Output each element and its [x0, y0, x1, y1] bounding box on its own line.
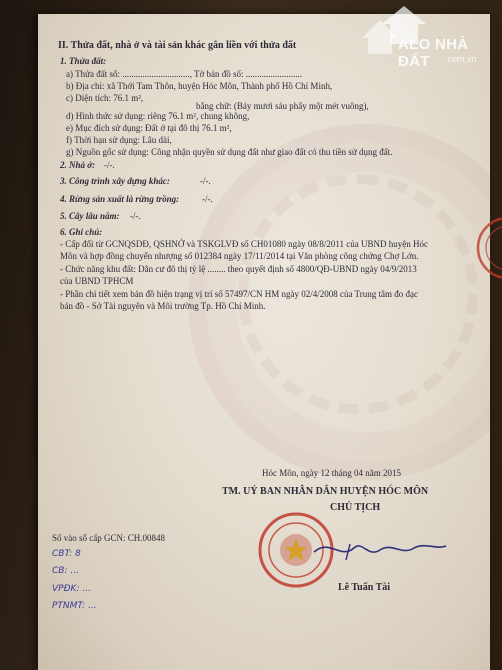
house-heading: 2. Nhà ở: — [60, 160, 96, 170]
registry-ptnmt: PTNMT: ... — [52, 601, 97, 611]
works-value: -/-. — [200, 176, 211, 186]
land-duration: f) Thời hạn sử dụng: Lâu dài, — [66, 135, 172, 145]
forest-heading: 4. Rừng sản xuất là rừng trồng: — [60, 194, 180, 204]
land-area-words: bằng chữ: (Bảy mươi sáu phẩy một mét vuông), — [196, 101, 369, 111]
place-date: Hóc Môn, ngày 12 tháng 04 năm 2015 — [262, 468, 401, 478]
edge-stamp-icon — [470, 208, 502, 288]
registry-cb: CB: ... — [52, 566, 79, 576]
works-heading: 3. Công trình xây dựng khác: — [60, 176, 170, 186]
signer-role: CHỦ TỊCH — [330, 502, 381, 513]
registry-cbt: CBT: 8 — [52, 549, 81, 559]
note-line-3: - Chức năng khu đất: Dân cư đô thị tỷ lệ ........ theo quyết định số 4800/QĐ-UBND ngày 04/9/2013 — [60, 264, 417, 274]
registry-number: Số vào sổ cấp GCN: CH.00848 — [52, 533, 165, 543]
land-area: c) Diện tích: 76.1 m², — [66, 93, 144, 103]
note-line-2: Môn và hợp đồng chuyển nhượng số 012384 ngày 17/11/2014 tại Văn phòng công chứng Chợ Lớn. — [60, 251, 419, 261]
house-value: -/-. — [104, 160, 115, 170]
handwritten-signature-icon — [310, 530, 450, 570]
watermark-domain: .com.vn — [445, 54, 477, 64]
trees-value: -/-. — [130, 211, 141, 221]
watermark-brand: ALO NHÀ ĐẤT — [398, 36, 469, 70]
registry-vpdk: VPĐK: ... — [52, 584, 91, 594]
trees-heading: 5. Cây lâu năm: — [60, 211, 120, 221]
land-purpose: e) Mục đích sử dụng: Đất ở tại đô thị 76.1 m², — [66, 123, 232, 133]
note-line-6: bản đồ - Sở Tài nguyên và Môi trường Tp. Hồ Chí Minh. — [60, 301, 266, 311]
issuing-authority: TM. UỶ BAN NHÂN DÂN HUYỆN HÓC MÔN — [222, 486, 429, 497]
note-line-1: - Cấp đổi từ GCNQSDĐ, QSHNỞ và TSKGLVĐ số CH01080 ngày 08/8/2011 của UBND huyện Hóc — [60, 239, 429, 249]
section-title: II. Thửa đất, nhà ở và tài sản khác gắn liền với thửa đất — [58, 40, 297, 51]
land-address: b) Địa chỉ: xã Thới Tam Thôn, huyện Hóc Môn, Thành phố Hồ Chí Minh, — [66, 81, 333, 91]
land-heading: 1. Thửa đất: — [60, 56, 107, 66]
note-line-5: - Phần chi tiết xem bản đồ hiện trạng vị trí số 57497/CN HM ngày 02/4/2008 của Trung tâm đo đạc — [60, 289, 418, 299]
land-origin: g) Nguồn gốc sử dụng: Công nhận quyền sử dụng đất như giao đất có thu tiền sử dụng đất. — [66, 147, 393, 157]
notes-heading: 6. Ghi chú: — [60, 227, 103, 237]
note-line-4: của UBND TPHCM — [60, 276, 134, 286]
signer-name: Lê Tuấn Tài — [338, 582, 391, 593]
land-usage-form: d) Hình thức sử dụng: riêng 76.1 m², chung không, — [66, 111, 250, 121]
land-parcel-number: a) Thửa đất số: .............................., Tờ bản đồ số: ......................... — [66, 69, 303, 79]
forest-value: -/-. — [202, 194, 213, 204]
